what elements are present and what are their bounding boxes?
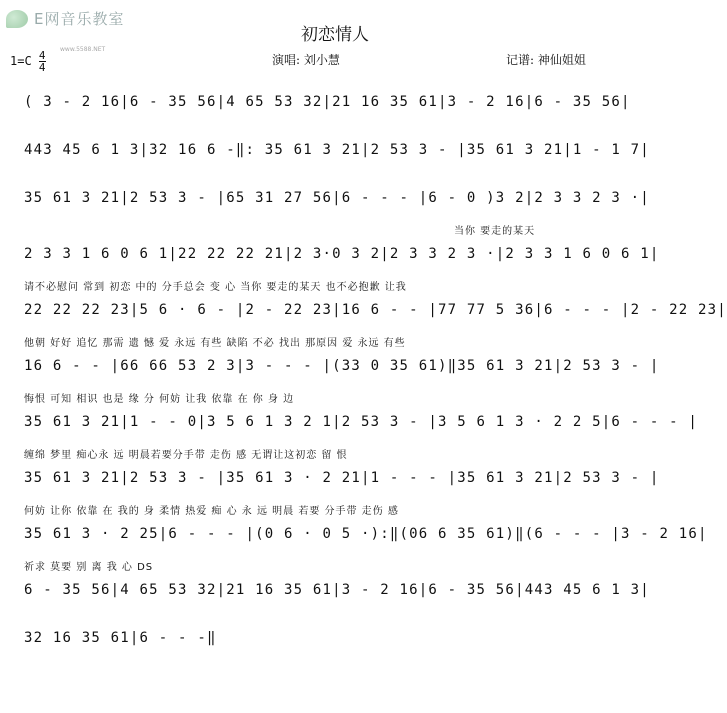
notation-line: 35 61 3 21|2 53 3 - |35 61 3 · 2 21|1 - - - |35 61 3 21|2 53 3 - | — [24, 470, 660, 486]
key-signature — [10, 50, 46, 73]
notation-line: 35 61 3 21|2 53 3 - |65 31 27 56|6 - - - |6 - 0 )3 2|2 3 3 2 3 ·| — [24, 190, 650, 206]
lyric-line: 他朝 好好 追忆 那需 遗 憾 爱 永远 有些 缺陷 不必 找出 那原因 爱 永远 有些 — [24, 338, 406, 349]
notation-line: 6 - 35 56|4 65 53 32|21 16 35 61|3 - 2 16|6 - 35 56|443 45 6 1 3| — [24, 582, 650, 598]
notation-line: ( 3 - 2 16|6 - 35 56|4 65 53 32|21 16 35 61|3 - 2 16|6 - 35 56| — [24, 94, 631, 110]
score-row — [24, 520, 708, 573]
score-row — [24, 464, 660, 517]
notation-line: 16 6 - - |66 66 53 2 3|3 - - - |(33 0 35 61)‖35 61 3 21|2 53 3 - | — [24, 358, 660, 374]
meter-top: 4 — [38, 49, 46, 62]
notation-line: 32 16 35 61|6 - - -‖ — [24, 630, 217, 646]
score-row — [24, 88, 634, 140]
notation-line: 22 22 22 23|5 6 · 6 - |2 - 22 23|16 6 - - |77 77 5 36|6 - - - |2 - 22 23| — [24, 302, 727, 318]
song-title: 初恋情人 — [301, 25, 369, 45]
lyric-line: 当你 要走的某天 — [454, 226, 536, 237]
notator-credit: 记谱: 神仙姐姐 — [506, 53, 586, 67]
time-signature — [39, 50, 46, 73]
logo-url: www.5588.NET — [60, 46, 106, 53]
lyric-line: 悔恨 可知 相识 也是 缘 分 何妨 让我 依靠 在 你 身 边 — [24, 394, 295, 405]
score-row — [24, 576, 650, 628]
score-row — [24, 624, 634, 676]
notation-line: 443 45 6 1 3|32 16 6 -‖: 35 61 3 21|2 53 3 - |35 61 3 21|1 - 1 7| — [24, 142, 650, 158]
score-row — [24, 296, 727, 349]
meter-bottom: 4 — [38, 61, 46, 74]
key-label: 1=C — [10, 54, 32, 68]
logo-text: E网音乐教室 — [34, 10, 125, 28]
singer-credit: 演唱: 刘小慧 — [272, 53, 340, 67]
notation-line: 35 61 3 21|1 - - 0|3 5 6 1 3 2 1|2 53 3 - |3 5 6 1 3 · 2 2 5|6 - - - | — [24, 414, 699, 430]
lyric-line: 何妨 让你 依靠 在 我的 身 柔情 热爱 痴 心 永 远 明晨 若要 分手带 走伤 感 — [24, 506, 399, 517]
score-row — [24, 136, 650, 188]
lyric-line: 祈求 莫要 别 离 我 心 DS — [24, 562, 154, 573]
lyric-line: 缠绵 梦里 痴心永 远 明晨若要分手带 走伤 感 无谓让这初恋 留 恨 — [24, 450, 348, 461]
score-row — [24, 240, 660, 293]
score-row — [24, 352, 660, 405]
lyric-line: 请不必慰问 常到 初恋 中的 分手总会 变 心 当你 要走的某天 也不必抱歉 让我 — [24, 282, 407, 293]
notation-line: 2 3 3 1 6 0 6 1|22 22 22 21|2 3·0 3 2|2 3 3 2 3 ·|2 3 3 1 6 0 6 1| — [24, 246, 660, 262]
score-row — [24, 408, 699, 461]
score-row — [24, 184, 650, 237]
notation-line: 35 61 3 · 2 25|6 - - - |(0 6 · 0 5 ·):‖(06 6 35 61)‖(6 - - - |3 - 2 16| — [24, 526, 708, 542]
